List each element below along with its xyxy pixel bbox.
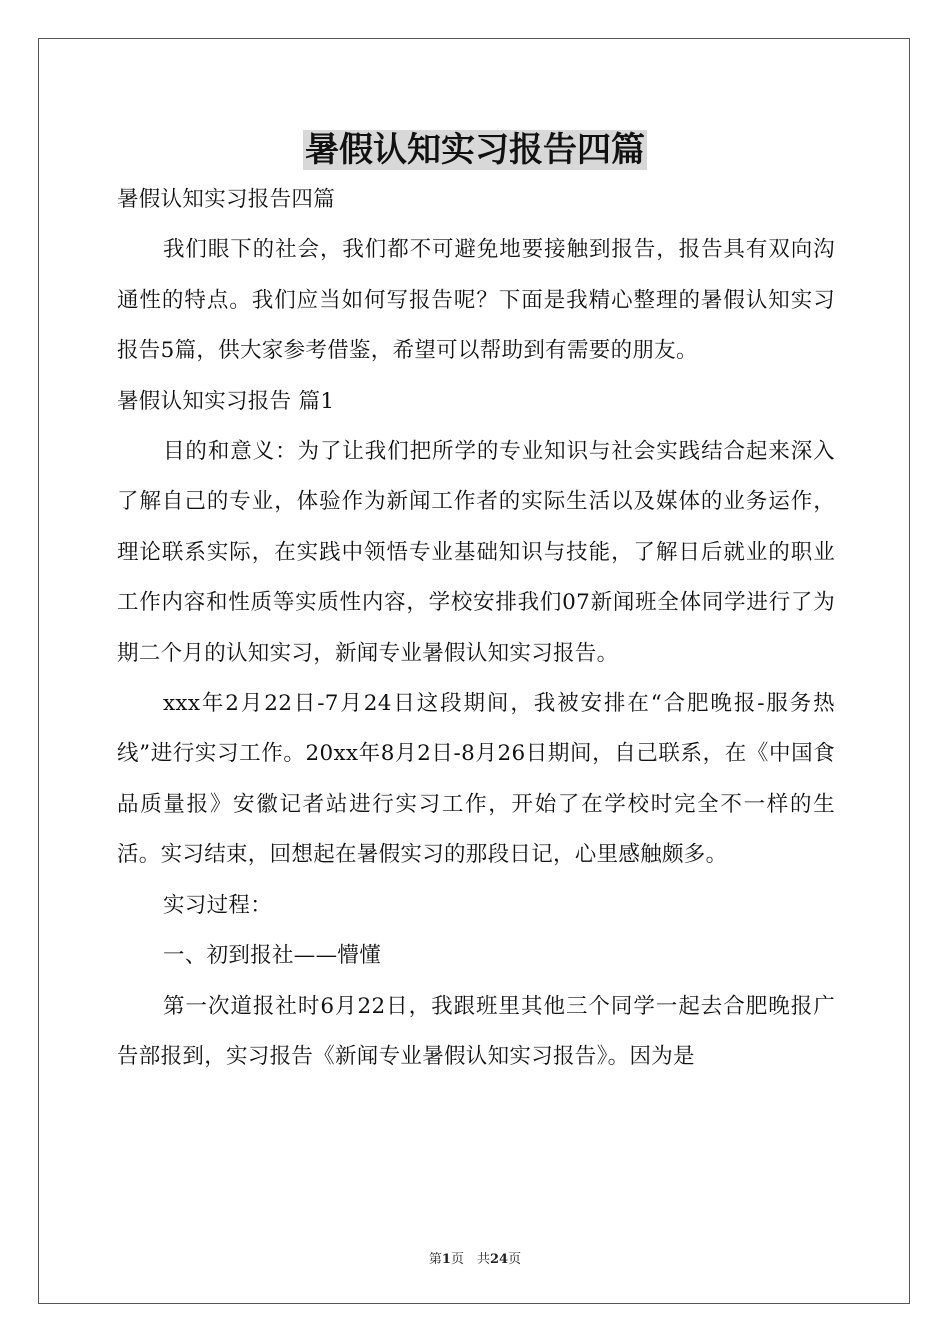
paragraph: 暑假认知实习报告四篇 [117, 187, 336, 212]
document-body [117, 175, 835, 1082]
footer-page-current: 1 [441, 1252, 451, 1267]
document-title [0, 126, 950, 174]
footer-page-mid: 页 共 [450, 1252, 490, 1267]
footer-page-suffix: 页 [508, 1252, 522, 1267]
paragraph: 第一次道报社时6月22日，我跟班里其他三个同学一起去合肥晚报广告部报到，实习报告《新闻专业暑假认知实习报告》。因为是 [117, 993, 835, 1069]
page-footer [0, 1248, 950, 1267]
paragraph: 目的和意义：为了让我们把所学的专业知识与社会实践结合起来深入了解自己的专业，体验作为新闻工作者的实际生活以及媒体的业务运作，理论联系实际，在实践中领悟专业基础知识与技能，了解日后就业的职业工作内容和性质等实质性内容，学校安排我们07新闻班全体同学进行了为期二个月的认知实习，新闻专业暑假认知实习报告。 [117, 439, 835, 666]
footer-page-prefix: 第 [428, 1252, 442, 1267]
paragraph: 实习过程： [163, 892, 273, 918]
paragraph: xxx年2月22日-7月24日这段期间，我被安排在“合肥晚报-服务热线”进行实习工作。20xx年8月2日-8月26日期间，自己联系，在《中国食品质量报》安徽记者站进行实习工作，开始了在学校时完全不一样的生活。实习结束，回想起在暑假实习的那段日记，心里感触颇多。 [117, 691, 835, 868]
paragraph: 一、初到报社——懵懂 [163, 943, 382, 969]
footer-page-total: 24 [489, 1252, 509, 1267]
document-title-text: 暑假认知实习报告四篇 [305, 130, 645, 170]
paragraph: 我们眼下的社会，我们都不可避免地要接触到报告，报告具有双向沟通性的特点。我们应当如何写报告呢？下面是我精心整理的暑假认知实习报告5篇，供大家参考借鉴，希望可以帮助到有需要的朋友。 [117, 237, 835, 364]
paragraph: 暑假认知实习报告 篇1 [117, 388, 335, 414]
